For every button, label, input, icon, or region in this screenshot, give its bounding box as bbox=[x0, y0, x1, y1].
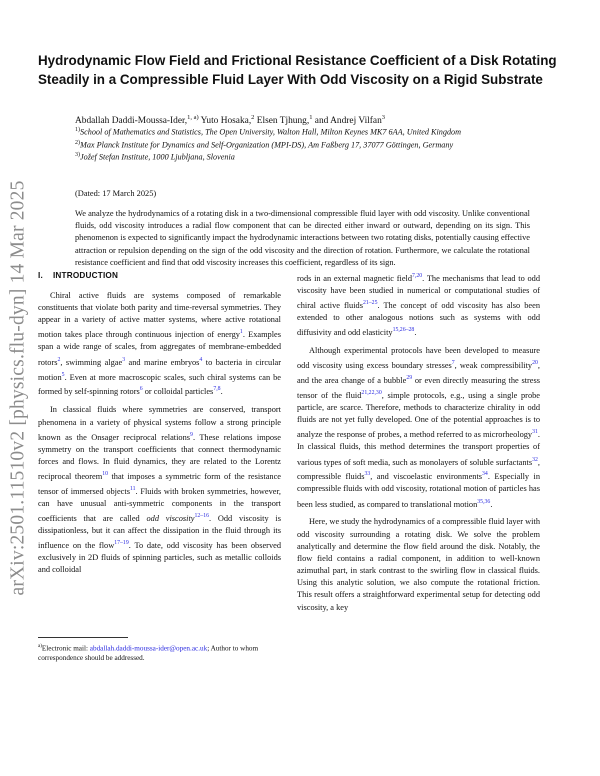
arxiv-id-text: arXiv:2501.11510v2 [physics.flu-dyn] 14 Mar 2025 bbox=[8, 179, 30, 596]
affiliation bbox=[75, 150, 545, 163]
affiliation-text: Max Planck Institute for Dynamics and Self-Organization (MPI-DS), Am Faßberg 17, 37077 Göttingen, Germany bbox=[80, 140, 454, 150]
paragraph-text: . Even at more macroscopic scales, such chiral systems can be formed by self-spinning rotors bbox=[38, 372, 281, 397]
left-column bbox=[38, 290, 281, 582]
paragraph-text: Although experimental protocols have been developed to measure odd viscosity using excess boundary stresses bbox=[297, 346, 540, 371]
paragraph-text: , swimming algae bbox=[60, 357, 123, 367]
paragraph-text: or even directly measuring the stress tensor of the fluid bbox=[297, 376, 540, 400]
citation-link[interactable]: 29 bbox=[406, 375, 413, 382]
paragraph-text: rods in an external magnetic field bbox=[297, 273, 413, 283]
paragraph-text: , weak compressibility bbox=[454, 361, 533, 371]
affiliation-marker: 2) bbox=[75, 139, 80, 146]
paragraph-text: . bbox=[220, 387, 223, 397]
citation-link[interactable]: 4 bbox=[199, 356, 203, 363]
affiliation bbox=[75, 138, 545, 151]
section-title: INTRODUCTION bbox=[52, 271, 119, 280]
footnote bbox=[38, 642, 281, 663]
citation-link[interactable]: 10 bbox=[102, 470, 108, 477]
paragraph-text: , compressible fluids bbox=[297, 457, 540, 482]
citation-link[interactable]: 3 bbox=[122, 356, 126, 363]
emphasized-term: odd viscosity bbox=[146, 513, 195, 523]
affiliation-marker: 3) bbox=[75, 152, 80, 159]
section-number: I. bbox=[38, 271, 43, 280]
email-link[interactable]: abdallah.daddi-moussa-ider@open.ac.uk bbox=[89, 644, 208, 653]
citation-link[interactable]: 12–16 bbox=[194, 512, 209, 519]
paragraph-text: . The concept of odd viscosity has also been extended to other analogous notions such as systems with odd diffusivity and odd elasticity bbox=[297, 300, 540, 337]
paragraph-text: . To date, odd viscosity has been observed exclusively in 2D fluids of spinning particles, such as metallic colloids and colloidal bbox=[38, 540, 281, 575]
abstract: We analyze the hydrodynamics of a rotating disk in a two-dimensional compressible fluid layer with odd viscosity. Unlike conventional fluids, odd viscosity introduces a radial flow component that can be directed either inward or outward, depending on its sign. This phenomenon is expected to significantly impact the hydrodynamic interactions between two rotating disks, potentially causing effective attraction or repulsion depending on the sign of the odd viscosity and the direction of rotation. Furthermore, we calculate the rotational resistance coefficient and find that odd viscosity increases this coefficient, regardless of its sign. bbox=[75, 209, 530, 267]
citation-link[interactable]: 15,26–28 bbox=[392, 327, 415, 334]
paragraph-text: . These relations impose symmetry on the transport coefficients that connect thermodynamic forces and flows. In fluid dynamics, they are related to the Lorentz reciprocal theorem bbox=[38, 432, 281, 481]
footnote-rule bbox=[38, 637, 128, 638]
paragraph-text: that imposes a symmetric form of the resistance tensor of immersed objects bbox=[38, 471, 281, 496]
citation-link[interactable]: 31 bbox=[532, 429, 538, 436]
citation-link[interactable]: 20 bbox=[532, 360, 538, 367]
paragraph-text: . Especially in compressible fluids with odd viscosity, rotational motion of particles has been less studied, as compared to translational motion bbox=[297, 472, 541, 509]
paragraph bbox=[38, 290, 281, 398]
citation-link[interactable]: 9 bbox=[190, 431, 193, 438]
affiliation-list bbox=[75, 125, 545, 163]
footnote-marker: a) bbox=[38, 644, 42, 649]
author-affil-marker: 1, a) bbox=[187, 114, 199, 121]
author-name: and Andrej Vilfan bbox=[312, 116, 382, 127]
citation-link[interactable]: 17–19 bbox=[114, 540, 129, 547]
paragraph-text: , and the area change of a bubble bbox=[297, 361, 540, 385]
paragraph-text: . bbox=[490, 499, 493, 509]
citation-link[interactable]: 21–25 bbox=[362, 300, 378, 307]
author-affil-marker: 1 bbox=[309, 114, 313, 121]
citation-link[interactable]: 2 bbox=[57, 356, 61, 363]
paragraph-text: or colloidal particles bbox=[142, 387, 214, 397]
paragraph-text: and marine embryos bbox=[125, 357, 200, 367]
paragraph-text: , and viscoelastic environments bbox=[370, 472, 483, 482]
paragraph-text: . In classical fluids, this method determines the transport properties of various types of soft media, such as monolayers of soluble surfactants bbox=[297, 430, 540, 467]
paragraph-text: . bbox=[414, 327, 417, 337]
paragraph-text: . Odd viscosity is dissipationless, but it can affect the dissipation in the fluid through its influence on the flow bbox=[38, 513, 281, 550]
author-affil-marker: 3 bbox=[381, 114, 386, 121]
affiliation-text: Jožef Stefan Institute, 1000 Ljubljana, Slovenia bbox=[80, 153, 235, 163]
citation-link[interactable]: 7 bbox=[451, 360, 455, 367]
paragraph bbox=[297, 345, 540, 510]
paragraph-text: to bacteria in circular motion bbox=[38, 357, 281, 382]
affiliation-text: School of Mathematics and Statistics, The Open University, Walton Hall, Milton Keynes MK7 6AA, United Kingdom bbox=[80, 127, 462, 137]
paragraph: Here, we study the hydrodynamics of a compressible fluid layer with odd viscosity surrounding a rotating disk. We solve the problem analytically and determine the flow field around the disk. Notably, the flow field contains a radial component, in addition to well-known azimuthal part, in stark contrast to the swirling flow in classical fluids. Using this analytic solution, we also compute the rotational friction. This result offers a straightforward experimental setup for detecting odd viscosity, a key bbox=[297, 517, 540, 612]
section-heading bbox=[38, 271, 118, 280]
arxiv-identifier-stamp bbox=[6, 165, 32, 610]
citation-link[interactable]: 7,8 bbox=[213, 386, 221, 393]
author-name: Elsen Tjhung, bbox=[254, 116, 310, 127]
citation-link[interactable]: 1 bbox=[239, 329, 243, 336]
affiliation bbox=[75, 125, 545, 138]
citation-link[interactable]: 6 bbox=[139, 386, 143, 393]
citation-link[interactable]: 7,20 bbox=[412, 273, 423, 279]
citation-link[interactable]: 5 bbox=[61, 371, 65, 378]
citation-link[interactable]: 21,22,30 bbox=[361, 390, 382, 397]
dated-line: (Dated: 17 March 2025) bbox=[75, 189, 157, 198]
paragraph-text: , simple protocols, e.g., using a single probe particle, are scarce. Therefore, methods to characterize chirality in odd fluids are not yet fully developed. One of the potential approaches is to analyze the response of probes, a method referred to as microrheology bbox=[297, 390, 540, 440]
paragraph bbox=[38, 404, 281, 576]
paragraph-text: In classical fluids where symmetries are conserved, transport phenomena in a variety of physical systems follow a strong principle known as the Onsager reciprocal relations bbox=[38, 405, 281, 442]
paragraph-text: . Fluids with broken symmetries, however, can have unusual anti-symmetric components in the transport coefficients that are called bbox=[38, 486, 281, 523]
paragraph-text: Chiral active fluids are systems composed of remarkable constituents that violate both parity and time-reversal symmetries. They appear in a variety of active matter systems, where active rotational motion takes place through continuous injection of energy bbox=[38, 291, 281, 340]
author-name: Abdallah Daddi-Moussa-Ider, bbox=[75, 116, 188, 127]
author-affil-marker: 2 bbox=[251, 114, 255, 121]
paper-title: Hydrodynamic Flow Field and Frictional Resistance Coefficient of a Disk Rotating Steadily in a Compressible Fluid Layer With Odd Viscosity on a Rigid Substrate bbox=[38, 53, 557, 87]
affiliation-marker: 1) bbox=[75, 127, 80, 133]
footnote-label: Electronic mail: bbox=[41, 644, 90, 653]
paragraph-text: . The mechanisms that lead to odd viscosity have been studied in numerical or computational studies of chiral active fluids bbox=[297, 273, 540, 310]
citation-link[interactable]: 34 bbox=[482, 471, 488, 478]
right-column bbox=[297, 270, 540, 620]
paragraph-text: . Examples span a wide range of scales, from aggregates of membrane-embedded rotors bbox=[38, 330, 281, 367]
footnote-text: ; Author to whom correspondence should be addressed. bbox=[38, 644, 259, 663]
paragraph bbox=[297, 270, 540, 339]
citation-link[interactable]: 35,36 bbox=[477, 498, 491, 505]
citation-link[interactable]: 11 bbox=[129, 485, 136, 492]
author-name: Yuto Hosaka, bbox=[198, 116, 252, 127]
citation-link[interactable]: 33 bbox=[364, 471, 371, 478]
citation-link[interactable]: 32 bbox=[532, 456, 538, 463]
